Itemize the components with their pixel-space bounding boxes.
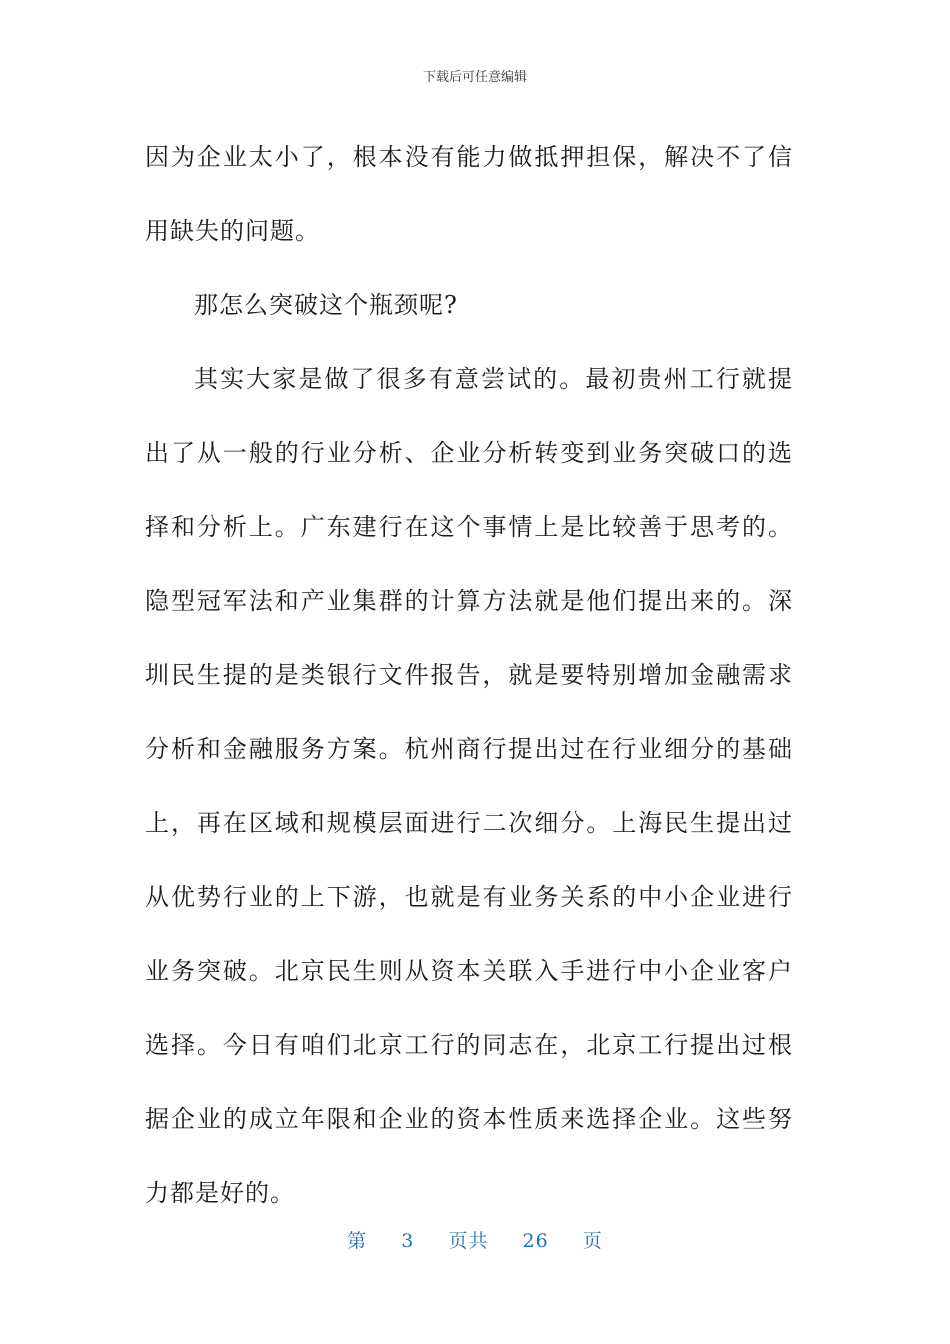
page-footer	[0, 1226, 950, 1253]
paragraph-question: 那怎么突破这个瓶颈呢?	[194, 291, 458, 319]
footer-prefix: 第	[347, 1230, 368, 1252]
footer-total-pages: 26	[522, 1230, 549, 1252]
document-body	[145, 120, 793, 1230]
paragraph-continuation: 因为企业太小了，根本没有能力做抵押担保，解决不了信用缺失的问题。	[145, 143, 793, 245]
footer-current-page: 3	[401, 1230, 415, 1252]
footer-middle: 页共	[448, 1230, 489, 1252]
footer-suffix: 页	[582, 1230, 603, 1252]
paragraph-attempts: 其实大家是做了很多有意尝试的。最初贵州工行就提出了从一般的行业分析、企业分析转变到业务突破口的选择和分析上。广东建行在这个事情上是比较善于思考的。隐型冠军法和产业集群的计算方法就是他们提出来的。深圳民生提的是类银行文件报告，就是要特别增加金融需求分析和金融服务方案。杭州商行提出过在行业细分的基础上，再在区域和规模层面进行二次细分。上海民生提出过从优势行业的上下游，也就是有业务关系的中小企业进行业务突破。北京民生则从资本关联入手进行中小企业客户选择。今日有咱们北京工行的同志在，北京工行提出过根据企业的成立年限和企业的资本性质来选择企业。这些努力都是好的。	[145, 365, 793, 1207]
header-note: 下载后可任意编辑	[422, 70, 527, 85]
